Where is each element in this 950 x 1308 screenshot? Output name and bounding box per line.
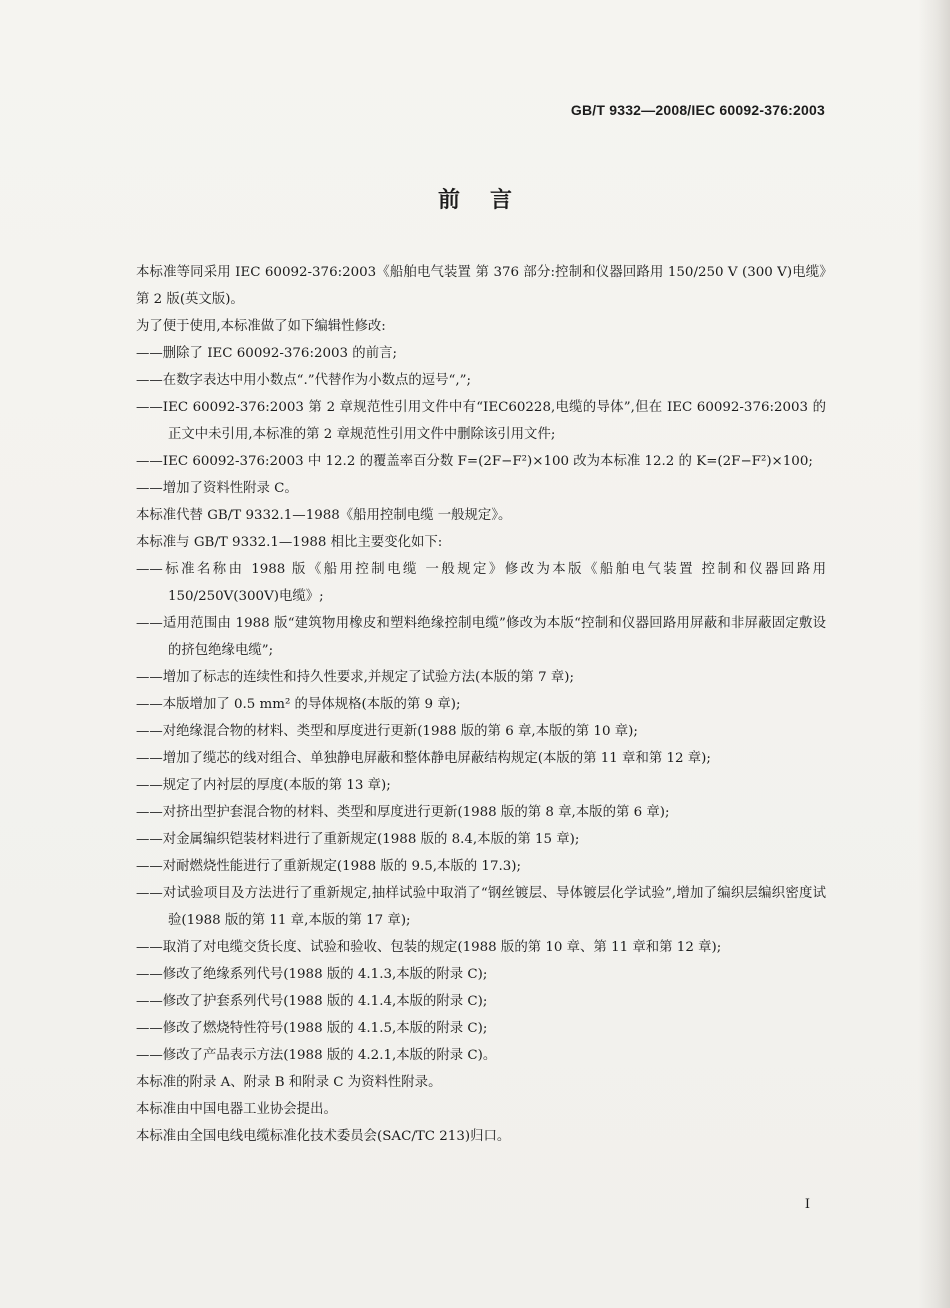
edit-item: ——删除了 IEC 60092-376:2003 的前言; <box>136 346 397 361</box>
change-item: ——对耐燃烧性能进行了重新规定(1988 版的 9.5,本版的 17.3); <box>136 859 521 874</box>
page-number: I <box>804 1197 810 1212</box>
change-item: ——修改了绝缘系列代号(1988 版的 4.1.3,本版的附录 C); <box>136 967 488 982</box>
change-item: ——对试验项目及方法进行了重新规定,抽样试验中取消了“钢丝镀层、导体镀层化学试验”,增加了编织层编织密度试验(1988 版的第 11 章,本版的第 17 章); <box>136 886 826 928</box>
change-item: ——增加了缆芯的线对组合、单独静电屏蔽和整体静电屏蔽结构规定(本版的第 11 章和第 12 章); <box>136 751 711 766</box>
change-item: ——适用范围由 1988 版“建筑物用橡皮和塑料绝缘控制电缆”修改为本版“控制和仪器回路用屏蔽和非屏蔽固定敷设的挤包绝缘电缆”; <box>136 616 826 658</box>
change-item: ——规定了内衬层的厚度(本版的第 13 章); <box>136 778 391 793</box>
edit-item: ——IEC 60092-376:2003 第 2 章规范性引用文件中有“IEC60228,电缆的导体”,但在 IEC 60092-376:2003 的正文中未引用,本标准的第 2 章规范性引用文件中删除该引用文件; <box>136 400 826 442</box>
change-item: ——对金属编织铠装材料进行了重新规定(1988 版的 8.4,本版的第 15 章); <box>136 832 580 847</box>
paragraph-replace: 本标准代替 GB/T 9332.1—1988《船用控制电缆 一般规定》。 <box>136 508 512 523</box>
edit-item: ——IEC 60092-376:2003 中 12.2 的覆盖率百分数 F=(2F−F²)×100 改为本标准 12.2 的 K=(2F−F²)×100; <box>136 454 813 469</box>
change-item: ——修改了燃烧特性符号(1988 版的 4.1.5,本版的附录 C); <box>136 1021 488 1036</box>
change-item: ——取消了对电缆交货长度、试验和验收、包装的规定(1988 版的第 10 章、第 11 章和第 12 章); <box>136 940 722 955</box>
standard-code: GB/T 9332—2008/IEC 60092-376:2003 <box>570 102 825 118</box>
change-item: ——修改了产品表示方法(1988 版的 4.2.1,本版的附录 C)。 <box>136 1048 497 1063</box>
change-item: ——修改了护套系列代号(1988 版的 4.1.4,本版的附录 C); <box>136 994 488 1009</box>
paragraph-committee: 本标准由全国电线电缆标准化技术委员会(SAC/TC 213)归口。 <box>136 1129 511 1144</box>
paragraph-edits-intro: 为了便于使用,本标准做了如下编辑性修改: <box>136 319 386 334</box>
paragraph-proposer: 本标准由中国电器工业协会提出。 <box>136 1102 337 1117</box>
change-item: ——本版增加了 0.5 mm² 的导体规格(本版的第 9 章); <box>136 697 461 712</box>
page-title: 前言 <box>437 188 542 213</box>
paragraph-changes-intro: 本标准与 GB/T 9332.1—1988 相比主要变化如下: <box>136 535 443 550</box>
body-text <box>136 259 826 1150</box>
paragraph-adoption: 本标准等同采用 IEC 60092-376:2003《船舶电气装置 第 376 部分:控制和仪器回路用 150/250 V (300 V)电缆》第 2 版(英文版)。 <box>136 265 826 307</box>
edit-item: ——增加了资料性附录 C。 <box>136 481 298 496</box>
edit-item: ——在数字表达中用小数点“.”代替作为小数点的逗号“,”; <box>136 373 471 388</box>
change-item: ——对挤出型护套混合物的材料、类型和厚度进行更新(1988 版的第 8 章,本版的第 6 章); <box>136 805 670 820</box>
paragraph-annex: 本标准的附录 A、附录 B 和附录 C 为资料性附录。 <box>136 1075 442 1090</box>
change-item: ——增加了标志的连续性和持久性要求,并规定了试验方法(本版的第 7 章); <box>136 670 574 685</box>
change-item: ——对绝缘混合物的材料、类型和厚度进行更新(1988 版的第 6 章,本版的第 10 章); <box>136 724 638 739</box>
change-item: ——标准名称由 1988 版《船用控制电缆 一般规定》修改为本版《船舶电气装置 控制和仪器回路用 150/250V(300V)电缆》; <box>136 562 826 604</box>
